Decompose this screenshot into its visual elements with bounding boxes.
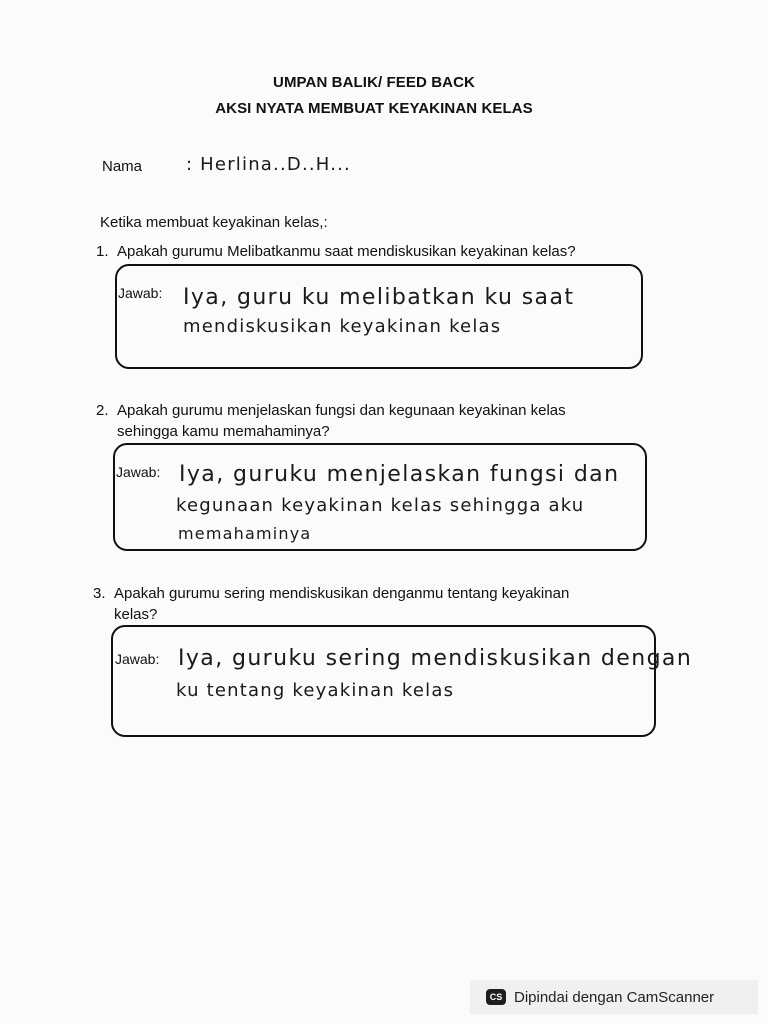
watermark-text: Dipindai dengan CamScanner [514,988,715,1006]
question-text: Apakah gurumu Melibatkanmu saat mendiskusikan keyakinan kelas? [117,243,576,260]
name-value: : Herlina..D..H... [186,154,351,175]
name-label: Nama [102,158,143,175]
question-3 [93,583,569,625]
question-1 [96,241,576,262]
answer-3-line-2: ku tentang keyakinan kelas [176,680,455,701]
answer-2-line-3: memahaminya [178,524,312,543]
question-number: 3. [93,585,106,602]
answer-1-line-2: mendiskusikan keyakinan kelas [183,316,502,337]
answer-1-line-1: Iya, guru ku melibatkan ku saat [183,285,575,310]
answer-3-line-1: Iya, guruku sering mendiskusikan dengan [178,646,693,671]
intro-text: Ketika membuat keyakinan kelas,: [100,214,328,231]
camscanner-icon: CS [486,989,506,1005]
jawab-label-2: Jawab: [116,464,161,480]
question-number: 2. [96,402,109,419]
question-number: 1. [96,243,109,260]
document-title: UMPAN BALIK/ FEED BACK [273,74,475,91]
answer-2-line-1: Iya, guruku menjelaskan fungsi dan [179,462,620,487]
document-subtitle: AKSI NYATA MEMBUAT KEYAKINAN KELAS [215,100,533,117]
jawab-label-3: Jawab: [115,651,160,667]
question-text-line-2: kelas? [114,606,158,623]
jawab-label-1: Jawab: [118,285,163,301]
question-2 [96,400,566,442]
question-text-line-1: Apakah gurumu menjelaskan fungsi dan kegunaan keyakinan kelas [117,402,566,419]
camscanner-watermark [470,980,758,1014]
answer-2-line-2: kegunaan keyakinan kelas sehingga aku [176,495,585,516]
question-text-line-2: sehingga kamu memahaminya? [117,423,330,440]
question-text-line-1: Apakah gurumu sering mendiskusikan denganmu tentang keyakinan [114,585,570,602]
